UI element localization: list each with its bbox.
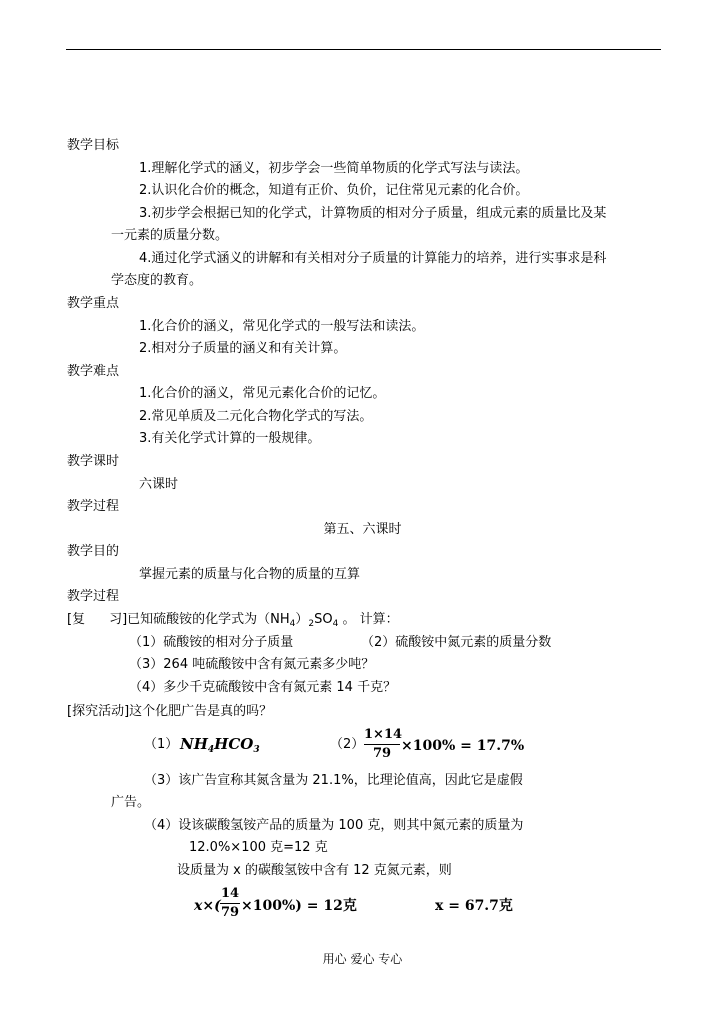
key-line-2: 2.相对分子质量的涵义和有关计算。 xyxy=(139,341,347,356)
answer-2-fraction xyxy=(364,727,403,762)
equation-denominator: 79 xyxy=(220,905,240,920)
explore-activity: [探究活动]这个化肥广告是真的吗？ xyxy=(67,704,273,719)
question-1: （1）硫酸铵的相对分子质量 xyxy=(129,635,294,650)
answer-4-line-3: 设质量为 x 的碳酸氢铵中含有 12 克氮元素，则 xyxy=(177,863,452,878)
question-3: （3）264 吨硫酸铵中含有氮元素多少吨？ xyxy=(129,657,375,672)
answer-3-line-2: 广告。 xyxy=(111,795,151,810)
answer-4-line-1: （4）设该碳酸氢铵产品的质量为 100 克，则其中氮元素的质量为 xyxy=(144,818,524,833)
equation-left-a: x×( xyxy=(194,898,221,914)
review-line xyxy=(67,611,399,633)
equation-left-b: ×100%) = 12克 xyxy=(241,898,357,914)
goal-line-3: 3.初步学会根据已知的化学式，计算物质的相对分子质量，组成元素的质量比及某 xyxy=(139,206,607,221)
hours-value: 六课时 xyxy=(139,477,179,492)
header-rule xyxy=(66,49,661,50)
aim-heading: 教学目的 xyxy=(67,544,120,559)
answer-1-label: （1） xyxy=(144,737,179,752)
answer-2-numerator: 1×14 xyxy=(364,727,403,742)
equation-fraction xyxy=(220,886,240,921)
answer-4-line-2: 12.0%×100 克=12 克 xyxy=(189,840,328,855)
lesson-title: 第五、六课时 xyxy=(323,522,402,537)
equation-right: x = 67.7克 xyxy=(435,898,513,914)
aim-text: 掌握元素的质量与化合物的质量的互算 xyxy=(139,567,361,582)
answer-2-result: ×100% = 17.7% xyxy=(401,738,525,754)
key-line-1: 1.化合价的涵义，常见化学式的一般写法和读法。 xyxy=(139,319,425,334)
hours-heading: 教学课时 xyxy=(67,454,120,469)
answer-2-denominator: 79 xyxy=(372,746,392,761)
difficulty-line-1: 1.化合价的涵义，常见元素化合价的记忆。 xyxy=(139,386,386,401)
goal-line-1: 1.理解化学式的涵义，初步学会一些简单物质的化学式写法与读法。 xyxy=(139,161,529,176)
review-text-a: 习]已知硫酸铵的化学式为（NH xyxy=(109,612,290,627)
answer-1-formula: $NH_4HCO_3$ xyxy=(180,735,260,755)
review-sub-1: 4 xyxy=(289,619,296,629)
difficulty-line-2: 2.常见单质及二元化合物化学式的写法。 xyxy=(139,409,373,424)
review-sub-3: 4 xyxy=(332,619,339,629)
goal-line-4-cont: 学态度的教育。 xyxy=(111,273,203,288)
process-heading: 教学过程 xyxy=(67,499,120,514)
difficulty-line-3: 3.有关化学式计算的一般规律。 xyxy=(139,431,321,446)
answer-3-line-1: （3）该广告宣称其氮含量为 21.1%，比理论值高，因此它是虚假 xyxy=(144,773,523,788)
goal-line-2: 2.认识化合价的概念，知道有正价、负价，记住常见元素的化合价。 xyxy=(139,183,529,198)
answer-2-label: （2） xyxy=(330,737,365,752)
review-text-c: SO xyxy=(314,612,333,627)
process-heading-2: 教学过程 xyxy=(67,589,120,604)
goal-line-4: 4.通过化学式涵义的讲解和有关相对分子质量的计算能力的培养，进行实事求是科 xyxy=(139,251,607,266)
key-heading: 教学重点 xyxy=(67,296,120,311)
question-4: （4）多少千克硫酸铵中含有氮元素 14 千克？ xyxy=(129,680,397,695)
review-text-b: ） xyxy=(295,612,309,627)
equation-numerator: 14 xyxy=(220,886,240,901)
question-2: （2）硫酸铵中氮元素的质量分数 xyxy=(361,635,552,650)
goals-heading: 教学目标 xyxy=(67,138,120,153)
difficulty-heading: 教学难点 xyxy=(67,364,120,379)
review-text-d: 。 计算： xyxy=(338,612,399,627)
goal-line-3-cont: 一元素的质量分数。 xyxy=(111,228,229,243)
review-sub-2: 2 xyxy=(308,619,315,629)
page-footer: 用心 爱心 专心 xyxy=(322,952,403,966)
review-prefix: [复 xyxy=(67,612,86,627)
